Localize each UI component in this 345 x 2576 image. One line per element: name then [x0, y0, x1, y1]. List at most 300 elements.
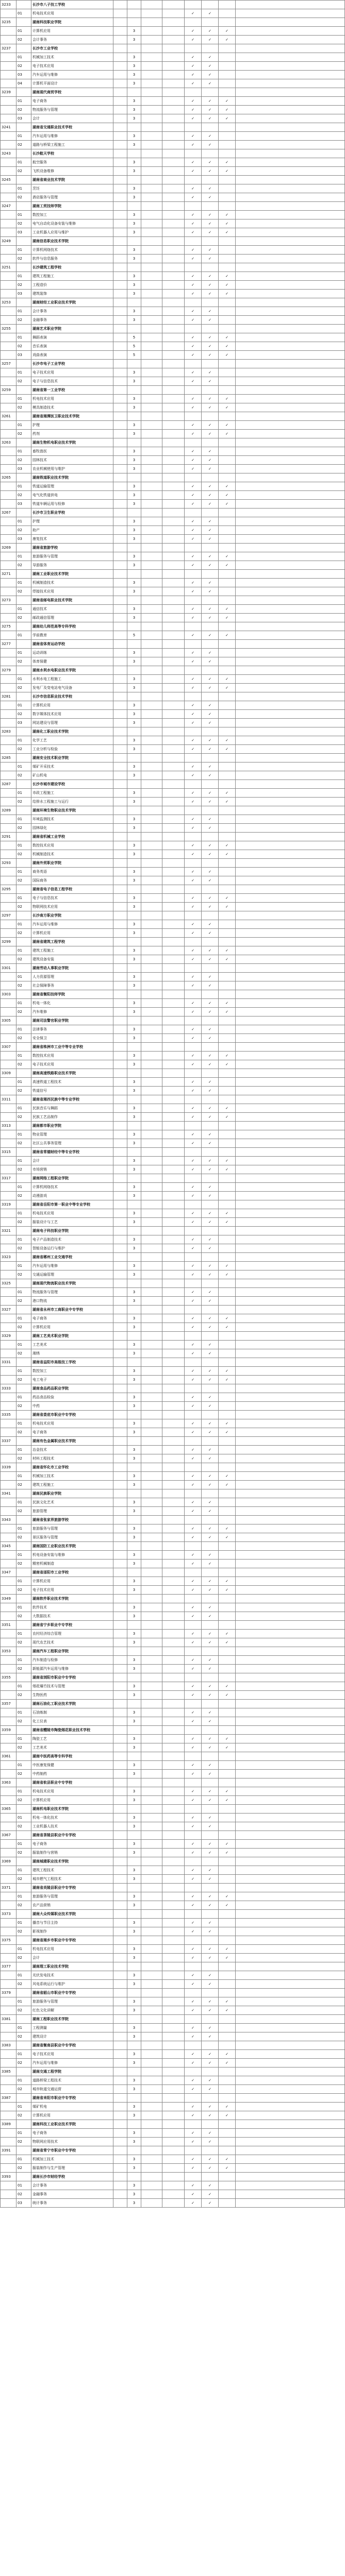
program-row: [1, 1577, 345, 1586]
cell-c3: [219, 657, 236, 666]
cell-num: 01: [17, 973, 31, 981]
cell-fee: [141, 833, 162, 841]
cell-c2: [202, 692, 219, 701]
cell-c1: [185, 438, 202, 447]
cell-name: 湖南交通工程学院: [31, 2067, 113, 2076]
cell-num: 01: [17, 841, 31, 850]
cell-req: [162, 1577, 185, 1586]
cell-name: 石油炼制: [31, 1708, 113, 1717]
cell-blank: [236, 1454, 345, 1463]
cell-name: 计算机网络技术: [31, 246, 113, 255]
cell-req: [162, 903, 185, 911]
cell-yr: 3: [127, 1901, 141, 1910]
cell-c3: [219, 1463, 236, 1472]
cell-name: 长沙建筑工程学校: [31, 263, 113, 272]
cell-num: 02: [17, 1270, 31, 1279]
cell-num: 02: [17, 745, 31, 754]
cell-c1: [185, 2173, 202, 2181]
program-row: [1, 1761, 345, 1770]
cell-yr: 3: [127, 421, 141, 430]
cell-code: [1, 946, 17, 955]
cell-blank: [236, 2155, 345, 2164]
cell-fee: [141, 1700, 162, 1708]
cell-fee: [141, 88, 162, 97]
institution-row: [1, 1516, 345, 1524]
cell-name: 金融事务: [31, 2190, 113, 2199]
cell-c3: [219, 1411, 236, 1419]
cell-yr: 3: [127, 684, 141, 692]
cell-c3: [219, 2181, 236, 2190]
cell-yr: 3: [127, 1218, 141, 1227]
institution-row: [1, 1542, 345, 1551]
institution-row: [1, 692, 345, 701]
cell-c1: ✓: [185, 1078, 202, 1087]
cell-c2: ✓: [202, 2032, 219, 2041]
institution-row: [1, 2094, 345, 2103]
cell-c2: ✓: [202, 1446, 219, 1454]
cell-c2: ✓: [202, 894, 219, 903]
cell-name: 数控技术应用: [31, 1052, 113, 1060]
program-row: [1, 1770, 345, 1778]
cell-req: [162, 1393, 185, 1402]
cell-cnt: [113, 1157, 127, 1165]
cell-c2: ✓: [202, 1551, 219, 1560]
cell-blank: [236, 272, 345, 281]
cell-cnt: [113, 1586, 127, 1595]
cell-name: 道路桥梁工程技术: [31, 2076, 113, 2085]
cell-yr: 3: [127, 1262, 141, 1270]
cell-blank: [236, 754, 345, 762]
program-row: [1, 447, 345, 456]
cell-code: [1, 1866, 17, 1875]
cell-yr: 3: [127, 1743, 141, 1752]
cell-yr: 3: [127, 211, 141, 219]
cell-name: 湖南省邵阳市工业学校: [31, 1568, 113, 1577]
cell-yr: 5: [127, 342, 141, 351]
institution-row: [1, 1700, 345, 1708]
cell-yr: [127, 622, 141, 631]
cell-req: [162, 1612, 185, 1621]
cell-blank: [236, 544, 345, 552]
program-row: [1, 1682, 345, 1691]
cell-c2: ✓: [202, 1157, 219, 1165]
cell-blank: [236, 1411, 345, 1419]
cell-cnt: [113, 544, 127, 552]
cell-name: 湖南现代物流职业技术学院: [31, 1279, 113, 1288]
cell-cnt: [113, 2067, 127, 2076]
cell-name: 机械加工技术: [31, 53, 113, 62]
cell-blank: [236, 1393, 345, 1402]
cell-c1: ✓: [185, 1743, 202, 1752]
cell-blank: [236, 684, 345, 692]
cell-c2: ✓: [202, 53, 219, 62]
cell-c2: ✓: [202, 955, 219, 964]
cell-c1: [185, 1095, 202, 1104]
cell-num: [17, 754, 31, 762]
cell-req: [162, 649, 185, 657]
cell-c1: ✓: [185, 465, 202, 473]
cell-cnt: [113, 675, 127, 684]
cell-name: 数控加工: [31, 211, 113, 219]
cell-fee: [141, 1595, 162, 1603]
cell-code: [1, 27, 17, 36]
cell-code: 3239: [1, 88, 17, 97]
cell-req: [162, 237, 185, 246]
cell-num: [17, 1095, 31, 1104]
cell-code: [1, 535, 17, 544]
cell-c3: ✓: [219, 1270, 236, 1279]
institution-row: [1, 1936, 345, 1945]
cell-c3: [219, 44, 236, 53]
cell-cnt: [113, 1384, 127, 1393]
cell-c3: ✓: [219, 1533, 236, 1542]
cell-c1: ✓: [185, 255, 202, 263]
cell-req: [162, 1437, 185, 1446]
cell-req: [162, 1498, 185, 1507]
cell-c2: ✓: [202, 1875, 219, 1884]
cell-fee: [141, 649, 162, 657]
cell-c2: ✓: [202, 1840, 219, 1849]
cell-c1: ✓: [185, 1524, 202, 1533]
cell-code: [1, 649, 17, 657]
program-row: [1, 1104, 345, 1113]
cell-req: [162, 859, 185, 868]
institution-row: [1, 1411, 345, 1419]
program-row: [1, 1052, 345, 1060]
cell-c3: [219, 824, 236, 833]
cell-fee: [141, 1752, 162, 1761]
cell-req: [162, 692, 185, 701]
cell-blank: [236, 1332, 345, 1341]
cell-blank: [236, 219, 345, 228]
cell-blank: [236, 500, 345, 509]
cell-c1: ✓: [185, 430, 202, 438]
cell-blank: [236, 44, 345, 53]
cell-num: 01: [17, 1524, 31, 1533]
cell-c3: [219, 1454, 236, 1463]
cell-yr: 3: [127, 1796, 141, 1805]
cell-num: 01: [17, 1341, 31, 1349]
cell-c2: ✓: [202, 1691, 219, 1700]
cell-blank: [236, 1306, 345, 1314]
cell-c1: ✓: [185, 421, 202, 430]
cell-c2: [202, 964, 219, 973]
cell-req: [162, 1122, 185, 1130]
cell-req: [162, 1656, 185, 1665]
cell-yr: 3: [127, 579, 141, 587]
cell-req: [162, 675, 185, 684]
cell-name: 安全保卫: [31, 1034, 113, 1043]
cell-code: 3361: [1, 1752, 17, 1761]
program-row: [1, 2024, 345, 2032]
cell-yr: 3: [127, 1130, 141, 1139]
cell-c1: [185, 1516, 202, 1524]
program-row: [1, 132, 345, 141]
cell-blank: [236, 1095, 345, 1104]
cell-name: 湖南工业职业技术学院: [31, 570, 113, 579]
program-row: [1, 824, 345, 833]
cell-name: 汽车维修: [31, 1008, 113, 1016]
cell-fee: [141, 500, 162, 509]
cell-blank: [236, 894, 345, 903]
cell-name: 湖南石油化工职业技术学院: [31, 1700, 113, 1708]
cell-c3: [219, 1551, 236, 1560]
cell-num: 02: [17, 342, 31, 351]
cell-c2: ✓: [202, 1533, 219, 1542]
cell-name: 园林技术: [31, 456, 113, 465]
cell-code: 3247: [1, 202, 17, 211]
cell-req: [162, 1428, 185, 1437]
cell-cnt: [113, 27, 127, 36]
cell-num: 01: [17, 447, 31, 456]
cell-cnt: [113, 1814, 127, 1822]
cell-c2: ✓: [202, 2138, 219, 2146]
cell-c2: [202, 1148, 219, 1157]
cell-c1: [185, 1463, 202, 1472]
cell-c2: [202, 438, 219, 447]
program-row: [1, 1034, 345, 1043]
program-row: [1, 1314, 345, 1323]
cell-name: 民族工艺品制作: [31, 1113, 113, 1122]
cell-cnt: [113, 377, 127, 386]
cell-req: [162, 97, 185, 106]
cell-c1: [185, 1148, 202, 1157]
cell-c1: [185, 692, 202, 701]
cell-cnt: [113, 1673, 127, 1682]
cell-name: 计算机应用: [31, 1577, 113, 1586]
cell-fee: [141, 1323, 162, 1332]
cell-c1: ✓: [185, 2199, 202, 2208]
cell-c3: [219, 141, 236, 149]
cell-cnt: [113, 1016, 127, 1025]
cell-req: [162, 1376, 185, 1384]
cell-req: [162, 211, 185, 219]
cell-c2: [202, 1595, 219, 1603]
program-row: [1, 1980, 345, 1989]
cell-code: [1, 9, 17, 18]
cell-c3: ✓: [219, 614, 236, 622]
cell-fee: [141, 193, 162, 202]
cell-num: 02: [17, 614, 31, 622]
cell-c3: [219, 1778, 236, 1787]
program-row: [1, 272, 345, 281]
cell-num: [17, 1962, 31, 1971]
cell-req: [162, 465, 185, 473]
cell-c1: [185, 1595, 202, 1603]
cell-code: 3279: [1, 666, 17, 675]
cell-cnt: [113, 1454, 127, 1463]
cell-c3: ✓: [219, 351, 236, 360]
cell-req: [162, 2006, 185, 2015]
cell-blank: [236, 2120, 345, 2129]
cell-fee: [141, 53, 162, 62]
cell-cnt: [113, 1665, 127, 1673]
cell-req: [162, 272, 185, 281]
cell-c1: ✓: [185, 684, 202, 692]
cell-c2: ✓: [202, 1209, 219, 1218]
cell-num: 01: [17, 395, 31, 403]
cell-cnt: [113, 999, 127, 1008]
cell-yr: 3: [127, 973, 141, 981]
cell-blank: [236, 806, 345, 815]
cell-blank: [236, 149, 345, 158]
cell-blank: [236, 1892, 345, 1901]
program-row: [1, 973, 345, 981]
cell-fee: [141, 1025, 162, 1034]
program-row: [1, 2085, 345, 2094]
cell-req: [162, 1595, 185, 1603]
cell-num: 01: [17, 1919, 31, 1927]
cell-code: 3379: [1, 1989, 17, 1997]
cell-yr: 3: [127, 1419, 141, 1428]
program-row: [1, 981, 345, 990]
institution-row: [1, 754, 345, 762]
program-row: [1, 1533, 345, 1542]
cell-c1: ✓: [185, 1840, 202, 1849]
cell-c2: ✓: [202, 184, 219, 193]
cell-code: 3313: [1, 1122, 17, 1130]
institution-row: [1, 1673, 345, 1682]
cell-name: 电子产品制造技术: [31, 1235, 113, 1244]
institution-row: [1, 1752, 345, 1761]
cell-code: 3263: [1, 438, 17, 447]
cell-c2: [202, 412, 219, 421]
cell-c2: [202, 1726, 219, 1735]
cell-cnt: [113, 325, 127, 333]
cell-blank: [236, 876, 345, 885]
cell-name: 环境监测技术: [31, 815, 113, 824]
cell-code: [1, 2111, 17, 2120]
cell-c3: ✓: [219, 1997, 236, 2006]
cell-yr: 3: [127, 272, 141, 281]
cell-code: 3337: [1, 1437, 17, 1446]
cell-c1: ✓: [185, 517, 202, 526]
cell-yr: [127, 1227, 141, 1235]
institution-row: [1, 1069, 345, 1078]
cell-num: 01: [17, 605, 31, 614]
cell-c1: ✓: [185, 955, 202, 964]
cell-num: 02: [17, 981, 31, 990]
cell-c1: ✓: [185, 2129, 202, 2138]
program-row: [1, 2111, 345, 2120]
cell-num: 01: [17, 421, 31, 430]
cell-num: 01: [17, 1498, 31, 1507]
cell-fee: [141, 570, 162, 579]
cell-num: 01: [17, 1682, 31, 1691]
cell-num: [17, 509, 31, 517]
cell-c1: [185, 1122, 202, 1130]
cell-c3: [219, 929, 236, 938]
cell-name: 湖南科技工业职业技术学院: [31, 2120, 113, 2129]
cell-name: 汽车运用与维修: [31, 71, 113, 79]
cell-name: 工业机器人技术: [31, 1822, 113, 1831]
cell-c2: ✓: [202, 1735, 219, 1743]
cell-blank: [236, 833, 345, 841]
cell-code: [1, 141, 17, 149]
cell-c3: ✓: [219, 1796, 236, 1805]
cell-cnt: [113, 491, 127, 500]
cell-num: 03: [17, 2199, 31, 2208]
cell-blank: [236, 1069, 345, 1078]
cell-cnt: [113, 736, 127, 745]
cell-num: [17, 780, 31, 789]
cell-name: 港口物流: [31, 1297, 113, 1306]
cell-fee: [141, 780, 162, 789]
cell-req: [162, 579, 185, 587]
cell-code: [1, 1104, 17, 1113]
cell-code: 3283: [1, 727, 17, 736]
program-row: [1, 97, 345, 106]
cell-c3: [219, 1770, 236, 1778]
program-row: [1, 377, 345, 386]
cell-cnt: [113, 1595, 127, 1603]
cell-num: 01: [17, 920, 31, 929]
cell-cnt: [113, 1822, 127, 1831]
cell-c2: [202, 885, 219, 894]
cell-num: [17, 1752, 31, 1761]
cell-num: 03: [17, 465, 31, 473]
cell-c3: ✓: [219, 333, 236, 342]
cell-cnt: [113, 824, 127, 833]
cell-code: [1, 1980, 17, 1989]
cell-c3: [219, 1288, 236, 1297]
cell-num: 01: [17, 9, 31, 18]
cell-code: 3343: [1, 1516, 17, 1524]
cell-code: [1, 798, 17, 806]
cell-code: [1, 2190, 17, 2199]
cell-num: 01: [17, 1183, 31, 1192]
cell-yr: 3: [127, 1244, 141, 1253]
cell-c3: ✓: [219, 1472, 236, 1481]
cell-c3: [219, 754, 236, 762]
cell-c1: [185, 1174, 202, 1183]
cell-c1: ✓: [185, 1735, 202, 1743]
cell-c3: ✓: [219, 561, 236, 570]
cell-yr: [127, 9, 141, 18]
cell-yr: 3: [127, 1376, 141, 1384]
cell-yr: 3: [127, 491, 141, 500]
cell-name: 长沙市城市建设学校: [31, 780, 113, 789]
cell-cnt: [113, 990, 127, 999]
cell-blank: [236, 1148, 345, 1157]
cell-name: 湖南省炎陵县职业中专学校: [31, 1884, 113, 1892]
cell-c2: ✓: [202, 430, 219, 438]
cell-fee: [141, 1927, 162, 1936]
cell-code: [1, 211, 17, 219]
cell-blank: [236, 710, 345, 719]
cell-name: 中医康复保健: [31, 1761, 113, 1770]
program-row: [1, 1008, 345, 1016]
cell-cnt: [113, 368, 127, 377]
cell-c3: [219, 2190, 236, 2199]
program-row: [1, 605, 345, 614]
cell-c3: [219, 911, 236, 920]
cell-yr: 3: [127, 1954, 141, 1962]
program-row: [1, 1472, 345, 1481]
cell-yr: [127, 640, 141, 649]
cell-req: [162, 1087, 185, 1095]
cell-c1: ✓: [185, 1971, 202, 1980]
cell-c1: [185, 1279, 202, 1288]
program-row: [1, 1507, 345, 1516]
cell-name: 湖南省第一工业学校: [31, 386, 113, 395]
cell-blank: [236, 27, 345, 36]
cell-blank: [236, 1586, 345, 1595]
cell-code: 3351: [1, 1621, 17, 1630]
cell-c3: ✓: [219, 290, 236, 298]
cell-yr: 3: [127, 1446, 141, 1454]
cell-code: [1, 395, 17, 403]
